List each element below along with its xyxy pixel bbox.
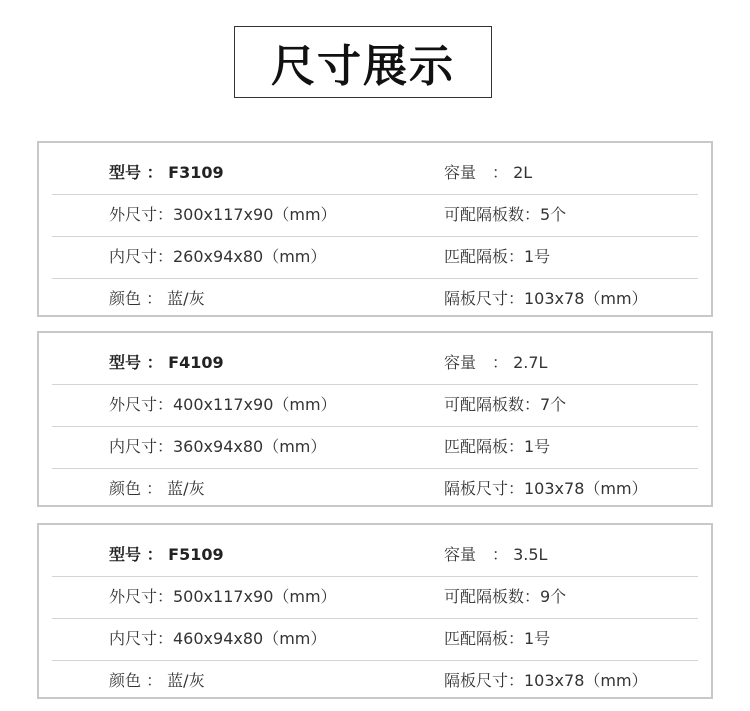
spec-row-inner-size — [52, 236, 698, 279]
matching-divider-label: 匹配隔板：1号 — [444, 247, 551, 266]
color-label: 颜色 ： 蓝/灰 — [109, 289, 205, 308]
divider-count-label: 可配隔板数：5个 — [444, 205, 567, 224]
spec-row-inner-size — [52, 618, 698, 661]
divider-size-label: 隔板尺寸：103x78（mm） — [444, 671, 648, 690]
spec-row-outer-size — [52, 384, 698, 427]
spec-row-outer-size — [52, 194, 698, 237]
inner-size-label: 内尺寸：260x94x80（mm） — [109, 247, 327, 266]
spec-row-model — [52, 342, 698, 385]
inner-size-label: 内尺寸：360x94x80（mm） — [109, 437, 327, 456]
divider-count-label: 可配隔板数：9个 — [444, 587, 567, 606]
divider-size-label: 隔板尺寸：103x78（mm） — [444, 289, 648, 308]
capacity-label: 容量 ： 2L — [444, 163, 533, 182]
matching-divider-label: 匹配隔板：1号 — [444, 437, 551, 456]
spec-row-model — [52, 534, 698, 577]
page-title: 尺寸展示 — [234, 26, 492, 98]
spec-row-outer-size — [52, 576, 698, 619]
model-label: 型号 ： F5109 — [109, 545, 224, 564]
spec-row-model — [52, 152, 698, 195]
spec-row-inner-size — [52, 426, 698, 469]
spec-row-color — [52, 660, 698, 702]
model-label: 型号 ： F3109 — [109, 163, 224, 182]
product-card-f5109 — [37, 523, 713, 699]
divider-count-label: 可配隔板数：7个 — [444, 395, 567, 414]
divider-size-label: 隔板尺寸：103x78（mm） — [444, 479, 648, 498]
outer-size-label: 外尺寸：500x117x90（mm） — [109, 587, 337, 606]
color-label: 颜色 ： 蓝/灰 — [109, 479, 205, 498]
capacity-label: 容量 ： 3.5L — [444, 545, 548, 564]
outer-size-label: 外尺寸：400x117x90（mm） — [109, 395, 337, 414]
color-label: 颜色 ： 蓝/灰 — [109, 671, 205, 690]
product-card-f3109 — [37, 141, 713, 317]
capacity-label: 容量 ： 2.7L — [444, 353, 548, 372]
product-card-f4109 — [37, 331, 713, 507]
outer-size-label: 外尺寸：300x117x90（mm） — [109, 205, 337, 224]
spec-row-color — [52, 278, 698, 320]
matching-divider-label: 匹配隔板：1号 — [444, 629, 551, 648]
model-label: 型号 ： F4109 — [109, 353, 224, 372]
inner-size-label: 内尺寸：460x94x80（mm） — [109, 629, 327, 648]
spec-row-color — [52, 468, 698, 510]
